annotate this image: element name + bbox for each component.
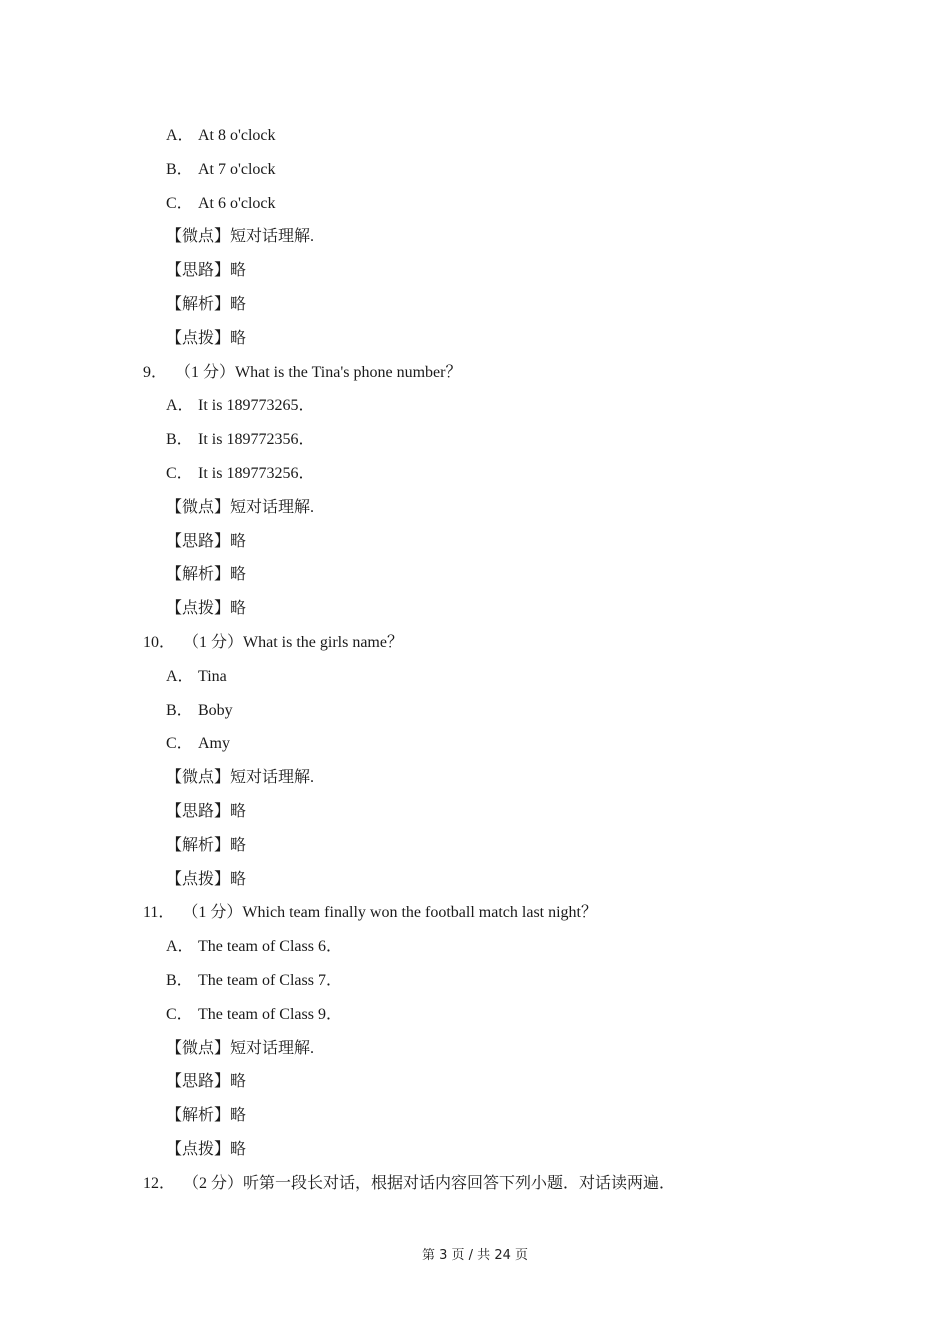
option-text: At 6 o'clock xyxy=(198,195,276,212)
note-0-0: 【微点】短对话理解. xyxy=(166,228,315,245)
note-2-2: 【解析】略 xyxy=(166,837,247,854)
option-3-0 xyxy=(166,937,342,957)
option-text: At 7 o'clock xyxy=(198,161,276,178)
option-letter: B． xyxy=(166,972,193,989)
option-letter: C． xyxy=(166,195,193,212)
option-0-1 xyxy=(166,160,276,180)
option-letter: B． xyxy=(166,161,193,178)
question-2 xyxy=(143,633,403,653)
option-text: The team of Class 7． xyxy=(198,972,342,989)
option-3-2 xyxy=(166,1005,342,1025)
option-1-2 xyxy=(166,464,314,484)
note-0-3: 【点拨】略 xyxy=(166,330,247,347)
option-text: At 8 o'clock xyxy=(198,127,276,144)
option-letter: A． xyxy=(166,668,194,685)
question-text: （1 分）What is the girls name？ xyxy=(183,634,403,651)
option-letter: B． xyxy=(166,431,193,448)
option-3-1 xyxy=(166,971,342,991)
option-text: It is 189773265． xyxy=(198,397,315,414)
question-number: 9． xyxy=(143,364,168,381)
note-2-0: 【微点】短对话理解. xyxy=(166,769,315,786)
question-text: （1 分）What is the Tina's phone number？ xyxy=(175,364,462,381)
option-letter: C． xyxy=(166,735,193,752)
option-text: Amy xyxy=(198,735,230,752)
question-text: （2 分）听第一段长对话，根据对话内容回答下列小题．对话读两遍． xyxy=(183,1175,676,1192)
question-4 xyxy=(143,1174,675,1194)
page-footer: 第 3 页 / 共 24 页 xyxy=(422,1248,528,1263)
note-1-2: 【解析】略 xyxy=(166,566,247,583)
option-letter: A． xyxy=(166,397,194,414)
option-text: The team of Class 9． xyxy=(198,1006,342,1023)
option-2-1 xyxy=(166,701,233,721)
note-3-1: 【思路】略 xyxy=(166,1073,247,1090)
option-0-0 xyxy=(166,126,276,146)
note-3-2: 【解析】略 xyxy=(166,1107,247,1124)
option-2-0 xyxy=(166,667,227,687)
option-text: The team of Class 6． xyxy=(198,938,342,955)
note-3-3: 【点拨】略 xyxy=(166,1141,247,1158)
question-text: （1 分）Which team finally won the football match last night？ xyxy=(182,904,598,921)
option-text: Boby xyxy=(198,702,233,719)
option-2-2 xyxy=(166,734,230,754)
option-letter: B． xyxy=(166,702,193,719)
question-1 xyxy=(143,363,461,383)
option-text: It is 189773256． xyxy=(198,465,315,482)
option-letter: A． xyxy=(166,127,194,144)
question-number: 12． xyxy=(143,1175,176,1192)
note-1-0: 【微点】短对话理解. xyxy=(166,499,315,516)
option-text: It is 189772356． xyxy=(198,431,315,448)
question-number: 11． xyxy=(143,904,175,921)
note-2-3: 【点拨】略 xyxy=(166,871,247,888)
option-letter: C． xyxy=(166,465,193,482)
note-1-1: 【思路】略 xyxy=(166,533,247,550)
option-letter: A． xyxy=(166,938,194,955)
option-text: Tina xyxy=(198,668,227,685)
option-letter: C． xyxy=(166,1006,193,1023)
question-3 xyxy=(143,903,597,923)
option-1-1 xyxy=(166,430,314,450)
note-3-0: 【微点】短对话理解. xyxy=(166,1040,315,1057)
note-2-1: 【思路】略 xyxy=(166,803,247,820)
option-0-2 xyxy=(166,194,276,214)
note-0-1: 【思路】略 xyxy=(166,262,247,279)
note-1-3: 【点拨】略 xyxy=(166,600,247,617)
question-number: 10． xyxy=(143,634,176,651)
option-1-0 xyxy=(166,396,314,416)
note-0-2: 【解析】略 xyxy=(166,296,247,313)
